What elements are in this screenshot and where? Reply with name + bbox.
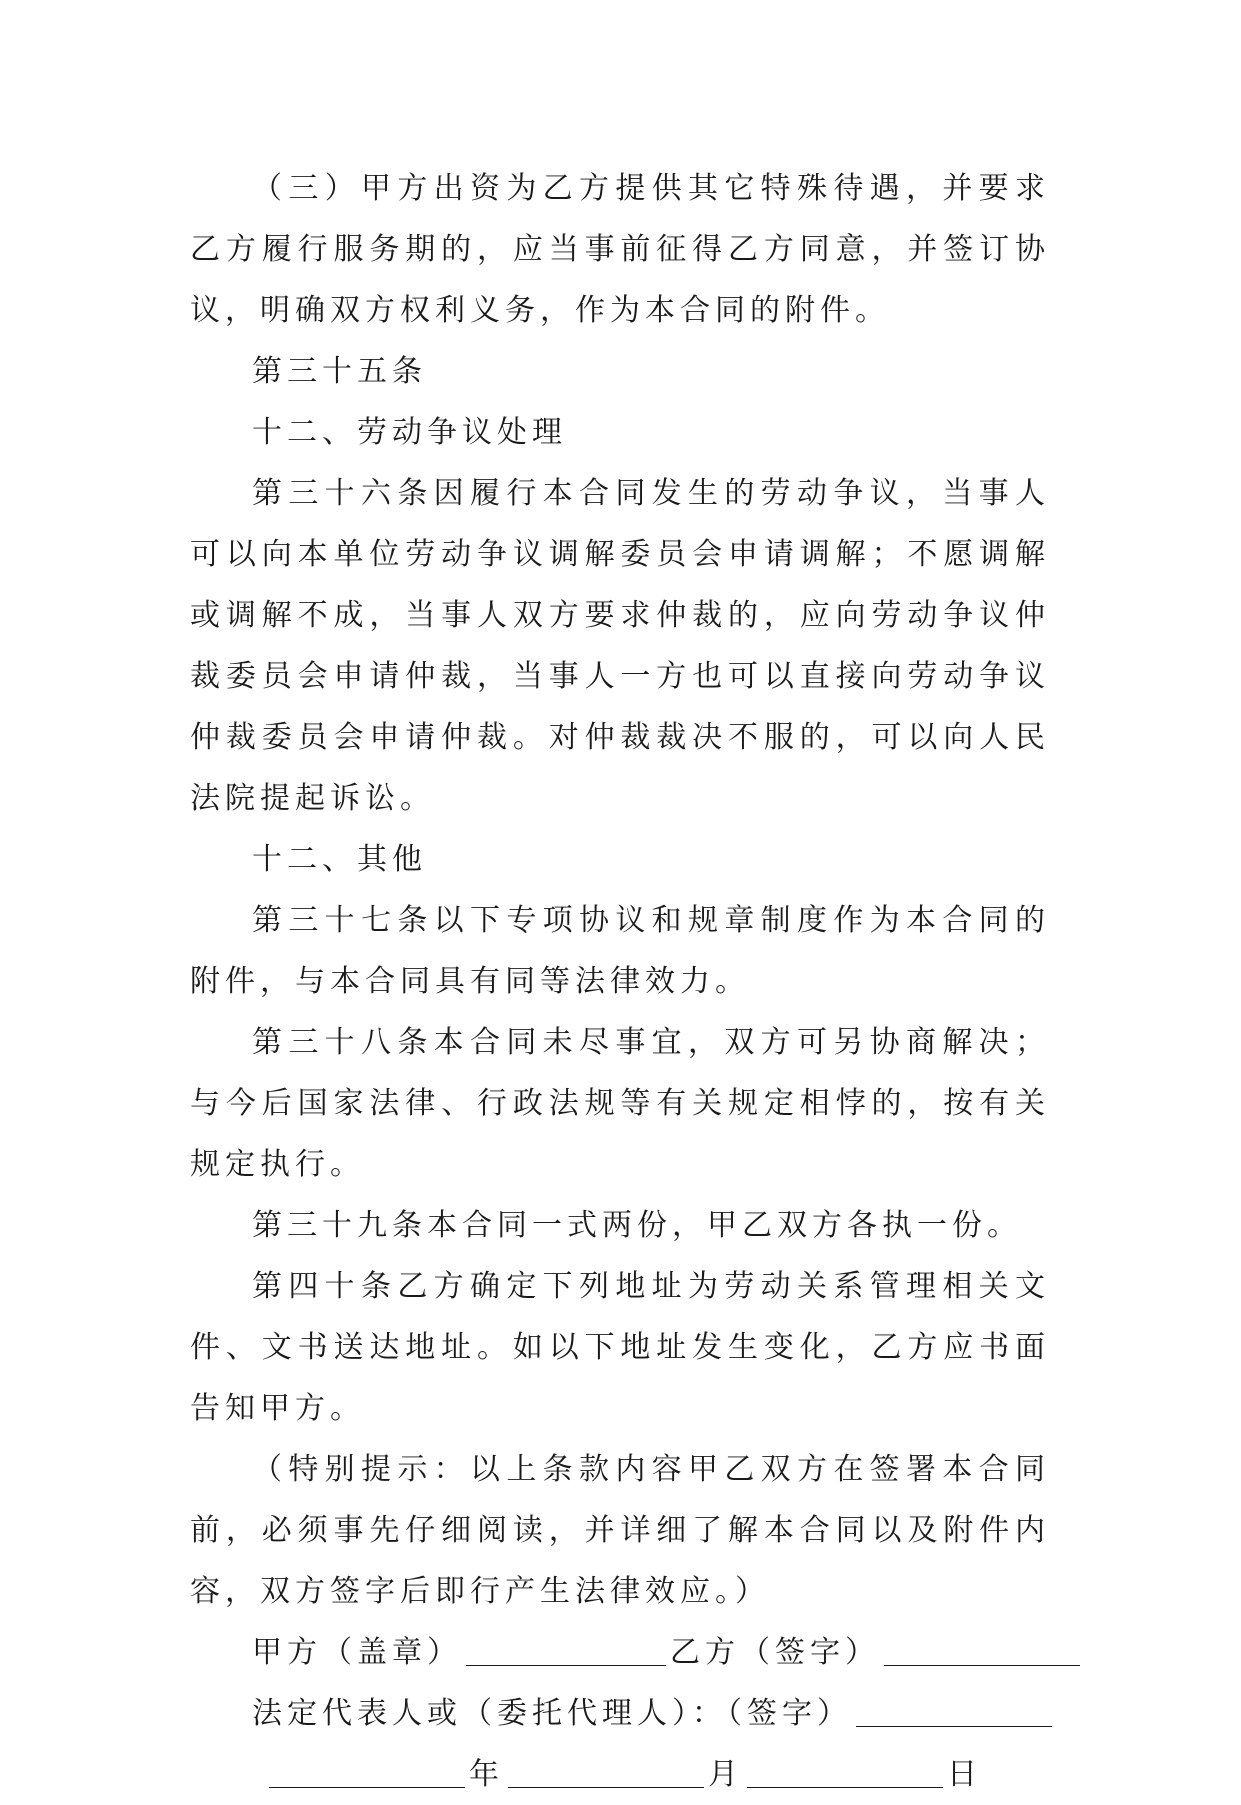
legal-rep-signature-blank [856,1724,1052,1727]
month-label: 月 [708,1757,743,1792]
year-blank [269,1785,465,1788]
day-label: 日 [947,1757,982,1792]
party-b-label: 乙方（签字） [670,1635,880,1670]
special-notice-paragraph: （特别提示：以上条款内容甲乙双方在签署本合同前，必须事先仔细阅读，并详细了解本合同以及附件内容，双方签字后即行产生法律效应。） [190,1452,1050,1609]
party-b-signature-blank [884,1663,1080,1666]
article-39-paragraph: 第三十九条本合同一式两份，甲乙双方各执一份。 [252,1208,1022,1243]
article-37-paragraph: 第三十七条以下专项协议和规章制度作为本合同的附件，与本合同具有同等法律效力。 [190,903,1050,999]
legal-rep-label: 法定代表人或（委托代理人）：（签字） [252,1696,852,1731]
day-blank [747,1785,943,1788]
month-blank [508,1785,704,1788]
section-labor-dispute-heading: 十二、劳动争议处理 [252,415,567,450]
section-other-heading: 十二、其他 [252,842,427,877]
document-body [190,158,1050,1805]
article-35-heading: 第三十五条 [252,354,427,389]
paragraph-special-treatment: （三）甲方出资为乙方提供其它特殊待遇，并要求乙方履行服务期的，应当事前征得乙方同意，并签订协议，明确双方权利义务，作为本合同的附件。 [190,171,1050,328]
signature-parties-line [190,1622,1050,1683]
party-a-signature-blank [466,1663,666,1666]
legal-representative-line [190,1683,1050,1744]
party-a-label: 甲方（盖章） [252,1635,462,1670]
date-line [190,1744,1050,1805]
article-36-paragraph: 第三十六条因履行本合同发生的劳动争议，当事人可以向本单位劳动争议调解委员会申请调解；不愿调解或调解不成，当事人双方要求仲裁的，应向劳动争议仲裁委员会申请仲裁，当事人一方也可以直接向劳动争议仲裁委员会申请仲裁。对仲裁裁决不服的，可以向人民法院提起诉讼。 [190,476,1050,816]
article-40-paragraph: 第四十条乙方确定下列地址为劳动关系管理相关文件、文书送达地址。如以下地址发生变化，乙方应书面告知甲方。 [190,1269,1050,1426]
year-label: 年 [469,1757,504,1792]
article-38-paragraph: 第三十八条本合同未尽事宜，双方可另协商解决；与今后国家法律、行政法规等有关规定相悖的，按有关规定执行。 [190,1025,1050,1182]
